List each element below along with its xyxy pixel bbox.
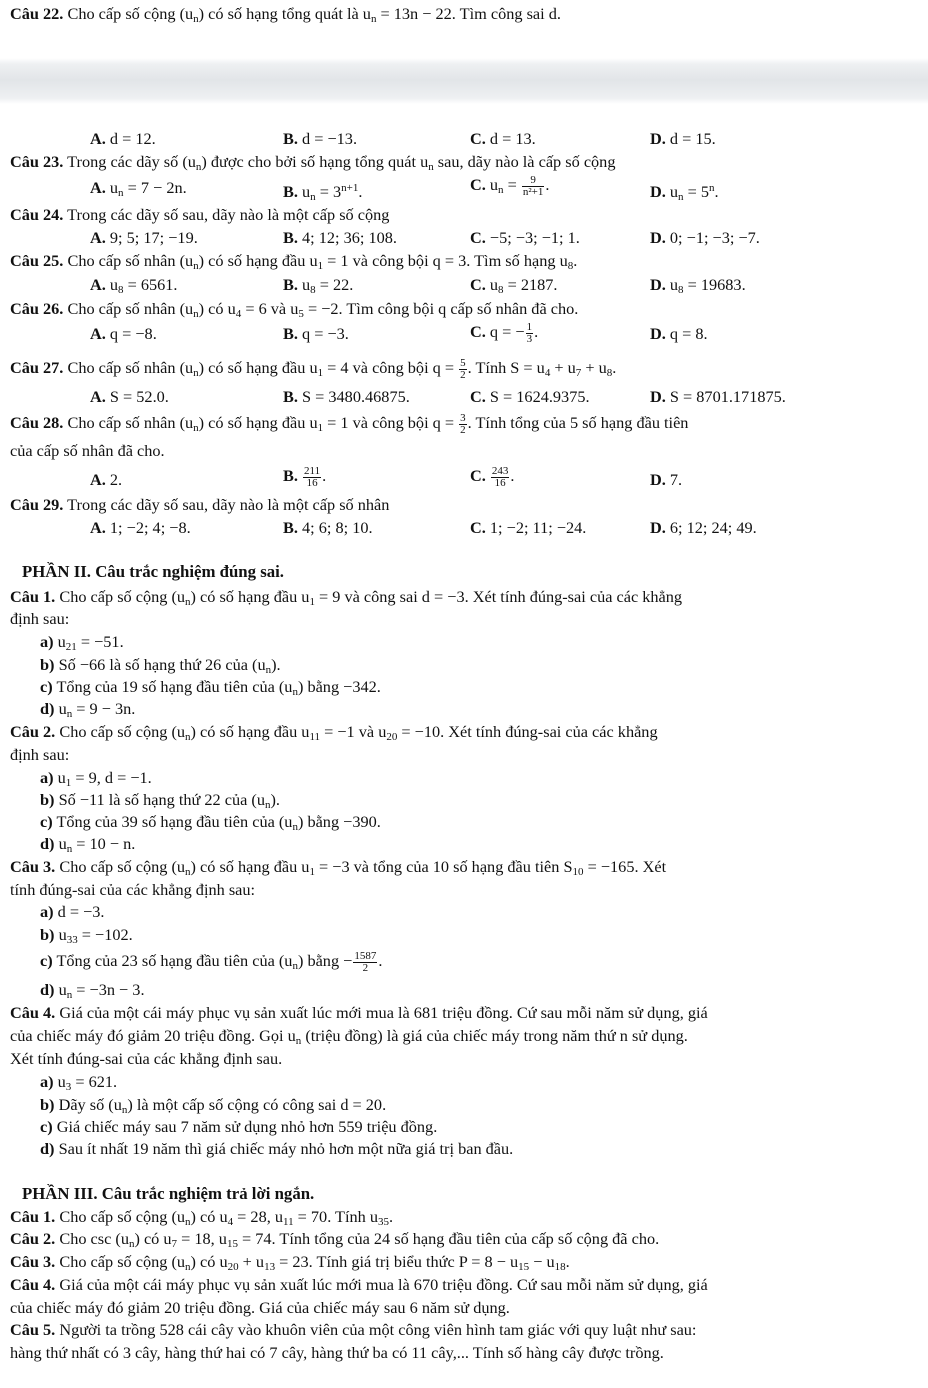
q26-option-c: C. q = − $\frac{1}{3}$ . [470, 321, 539, 345]
p2q1-a: a) $u_{21} = -51$. [40, 632, 124, 653]
p2q4-a: a) $u_3 = 621$. [40, 1072, 118, 1093]
q25-option-a: A. $u_8 = 6561$. [90, 275, 178, 296]
p2q2-c: c) Tổng của 39 số hạng đầu tiên của $(u_n)$ bằng −390. [40, 812, 381, 833]
p2q4-line3: Xét tính đúng-sai của các khẳng định sau. [10, 1049, 283, 1068]
q29-option-b: B. 4; 6; 8; 10. [283, 518, 373, 537]
p2q4-b: b) Dãy số $(u_n)$ là một cấp số cộng có công sai d = 20. [40, 1095, 387, 1116]
q25-option-c: C. $u_8 = 2187$. [470, 275, 558, 296]
q27-option-a: A. S = 52.0. [90, 387, 169, 406]
q28-option-b: B. $\frac{211}{16}$ . [283, 465, 327, 489]
q23-option-d: D. $u_n = 5^n$. [650, 182, 719, 203]
p2q1-c: c) Tổng của 19 số hạng đầu tiên của $(u_n)$ bằng −342. [40, 677, 381, 698]
p3q5-line2: hàng thứ nhất có 3 cây, hàng thứ hai có 7 cây, hàng thứ ba có 11 cây,... Tính số hàng cây được trồng. [10, 1343, 664, 1362]
p2q2-b: b) Số −11 là số hạng thứ 22 của $(u_n)$. [40, 790, 280, 811]
p2q3-c: c) Tổng của 23 số hạng đầu tiên của $(u_n)$ bằng − $\frac{1587}{2}$ . [40, 950, 383, 974]
p3q3-line: Câu 3. Cho cấp số cộng $(u_n)$ có $u_{20} + u_{13} = 23$. Tính giá trị biểu thức $P = 8 - u_{15} - u_{18}$. [10, 1252, 570, 1273]
q29-line: Câu 29. Trong các dãy số sau, dãy nào là một cấp số nhân [10, 495, 390, 514]
p2q1-line: Câu 1. Cho cấp số cộng $(u_n)$ có số hạng đầu $u_1 = 9$ và công sai d = −3. Xét tính đúng-sai của các khẳng [10, 587, 683, 608]
q24-line: Câu 24. Trong các dãy số sau, dãy nào là một cấp số cộng [10, 205, 390, 224]
p2q3-a: a) d = −3. [40, 902, 105, 921]
q28-line2: của cấp số nhân đã cho. [10, 441, 165, 460]
p2q4-line2: của chiếc máy đó giảm 20 triệu đồng. Gọi $u_n$ (triệu đồng) là giá của chiếc máy trong năm thứ n sử dụng. [10, 1026, 688, 1047]
p2q2-a: a) $u_1 = 9$, d = −1. [40, 768, 152, 789]
p2q3-d: d) $u_n = -3n - 3$. [40, 980, 145, 1001]
q22-option-d: D. d = 15. [650, 129, 716, 148]
q22-option-b: B. d = −13. [283, 129, 358, 148]
q29-option-a: A. 1; −2; 4; −8. [90, 518, 191, 537]
p2q4-c: c) Giá chiếc máy sau 7 năm sử dụng nhỏ hơn 559 triệu đồng. [40, 1117, 438, 1136]
q23-line: Câu 23. Trong các dãy số $(u_n)$ được cho bởi số hạng tổng quát $u_n$ sau, dãy nào là cấp số cộng [10, 152, 616, 173]
p2q4-d: d) Sau ít nhất 19 năm thì giá chiếc máy nhỏ hơn một nữa giá trị ban đầu. [40, 1139, 514, 1158]
gray-divider-band [0, 58, 928, 104]
q25-option-d: D. $u_8 = 19683$. [650, 275, 746, 296]
q26-option-d: D. q = 8. [650, 324, 708, 343]
q24-option-d: D. 0; −1; −3; −7. [650, 228, 760, 247]
q22-option-a: A. d = 12. [90, 129, 156, 148]
q25-line: Câu 25. Cho cấp số nhân $(u_n)$ có số hạng đầu $u_1 = 1$ và công bội q = 3. Tìm số hạng $u_8$. [10, 251, 578, 272]
p3q1-line: Câu 1. Cho cấp số cộng $(u_n)$ có $u_4 = 28$, $u_{11} = 70$. Tính $u_{35}$. [10, 1207, 394, 1228]
part2-heading: PHẦN II. Câu trắc nghiệm đúng sai. [22, 562, 285, 581]
p2q4-line: Câu 4. Giá của một cái máy phục vụ sản xuất lúc mới mua là 681 triệu đồng. Cứ sau mỗi năm sử dụng, giá [10, 1003, 708, 1022]
q27-option-d: D. S = 8701.171875. [650, 387, 786, 406]
p2q1-d: d) $u_n = 9 - 3n$. [40, 699, 136, 720]
q26-option-a: A. q = −8. [90, 324, 157, 343]
q23-option-a: A. $u_n = 7 - 2n$. [90, 178, 187, 199]
part3-heading: PHẦN III. Câu trắc nghiệm trả lời ngắn. [22, 1184, 315, 1203]
q22-option-c: C. d = 13. [470, 129, 536, 148]
q26-line: Câu 26. Cho cấp số nhân $(u_n)$ có $u_4 = 6$ và $u_5 = -2$. Tìm công bội q cấp số nhân đã cho. [10, 299, 579, 320]
q29-option-d: D. 6; 12; 24; 49. [650, 518, 757, 537]
q24-option-a: A. 9; 5; 17; −19. [90, 228, 198, 247]
p3q4-line: Câu 4. Giá của một cái máy phục vụ sản xuất lúc mới mua là 670 triệu đồng. Cứ sau mỗi năm sử dụng, giá [10, 1275, 708, 1294]
p3q2-line: Câu 2. Cho $\csc (u_n)$ có $u_7 = 18$, $u_{15} = 74$. Tính tổng của 24 số hạng đầu tiên của cấp số cộng đã cho. [10, 1229, 660, 1250]
p2q2-line: Câu 2. Cho cấp số cộng $(u_n)$ có số hạng đầu $u_{11} = -1$ và $u_{20} = -10$. Xét tính đúng-sai của các khẳng [10, 722, 658, 743]
p3q4-line2: của chiếc máy đó giảm 20 triệu đồng. Giá của chiếc máy sau 6 năm sử dụng. [10, 1298, 510, 1317]
q27-option-b: B. S = 3480.46875. [283, 387, 410, 406]
q28-option-a: A. 2. [90, 470, 123, 489]
q26-option-b: B. q = −3. [283, 324, 349, 343]
q28-line: Câu 28. Cho cấp số nhân $(u_n)$ có số hạng đầu $u_1 = 1$ và công bội q = $\frac{3}{2}$ . Tính tổng của 5 số hạng đầu tiên [10, 412, 689, 436]
p2q3-line: Câu 3. Cho cấp số cộng $(u_n)$ có số hạng đầu $u_1 = -3$ và tổng của 10 số hạng đầu tiên $S_{10} = -165$. Xét [10, 857, 667, 878]
q27-option-c: C. S = 1624.9375. [470, 387, 590, 406]
q28-option-c: C. $\frac{243}{16}$ . [470, 465, 515, 489]
q28-option-d: D. 7. [650, 470, 683, 489]
q24-option-b: B. 4; 12; 36; 108. [283, 228, 397, 247]
q22-label: Câu 22. [10, 4, 64, 23]
p2q1-b: b) Số −66 là số hạng thứ 26 của $(u_n)$. [40, 655, 281, 676]
p2q2-line2: định sau: [10, 745, 70, 764]
q27-line: Câu 27. Cho cấp số nhân $(u_n)$ có số hạng đầu $u_1 = 4$ và công bội q = $\frac{5}{2}$ . Tính $S = u_4 + u_7 + u_8$. [10, 357, 617, 381]
p2q1-line2: định sau: [10, 609, 70, 628]
q23-option-c: C. $u_n$ = $\frac{9}{\text{n²+1}}$ . [470, 174, 550, 198]
p2q2-d: d) $u_n = 10 - n$. [40, 834, 136, 855]
p2q3-b: b) $u_{33} = -102$. [40, 925, 133, 946]
q23-option-b: B. $u_n = 3^{n+1}$. [283, 182, 363, 203]
q25-option-b: B. $u_8 = 22$. [283, 275, 354, 296]
q24-option-c: C. −5; −3; −1; 1. [470, 228, 580, 247]
q29-option-c: C. 1; −2; 11; −24. [470, 518, 587, 537]
q22-line: Câu 22. Cho cấp số cộng $(u_n)$ có số hạng tổng quát là $u_n = 13n - 22$. Tìm công sai d. [10, 4, 561, 25]
p3q5-line: Câu 5. Người ta trồng 528 cái cây vào khuôn viên của một công viên hình tam giác với quy luật như sau: [10, 1320, 697, 1339]
p2q3-line2: tính đúng-sai của các khẳng định sau: [10, 880, 256, 899]
